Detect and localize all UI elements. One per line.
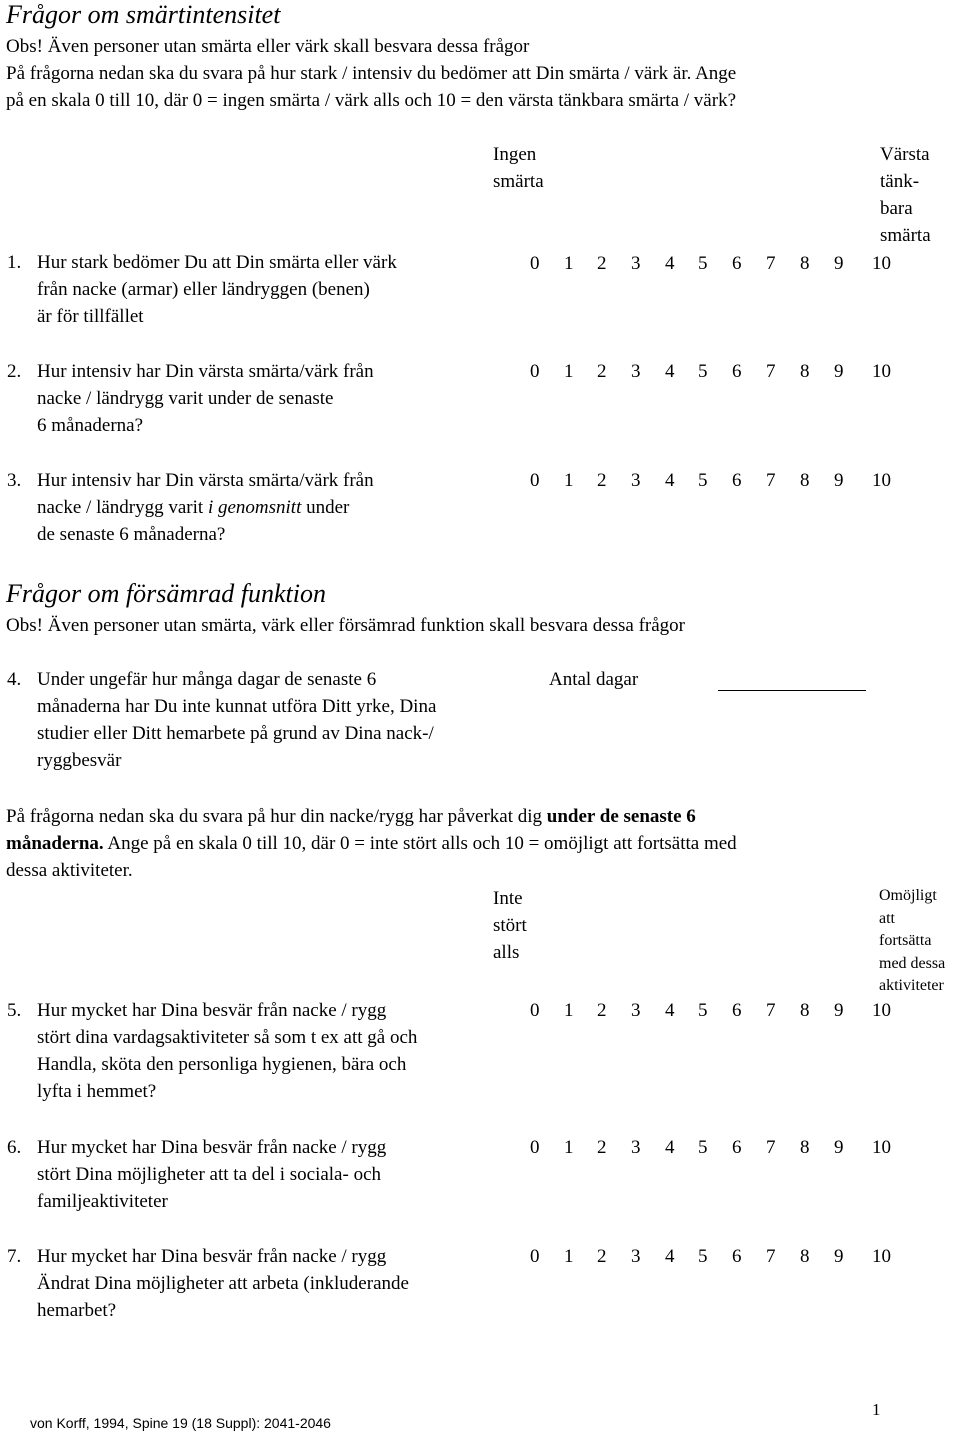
scale-option-6[interactable]: 6 [732,470,742,491]
question-text-line: Hur stark bedömer Du att Din smärta eller värk [37,252,397,273]
instruction-segment: Ange på en skala 0 till 10, där 0 = inte stört alls och 10 = omöjligt att fortsätta med [103,833,737,854]
scale-option-9[interactable]: 9 [834,1137,844,1158]
question-text-emphasis: i genomsnitt [207,497,302,518]
question-number: 2. [7,361,22,382]
scale-low-label-line: smärta [493,171,544,192]
days-count-label: Antal dagar [549,669,639,690]
scale-low-label [493,141,544,195]
question-text-line: Hur mycket har Dina besvär från nacke / rygg [37,1000,387,1021]
scale-option-7[interactable]: 7 [766,253,776,274]
question-text-line: ryggbesvär [37,750,122,771]
rating-scale [530,250,910,277]
question-text-segment: under [301,497,350,518]
scale-option-1[interactable]: 1 [564,1246,574,1267]
instruction-line: På frågorna nedan ska du svara på hur stark / intensiv du bedömer att Din smärta / värk är. Ange [6,63,737,84]
scale-high-label-line: att [879,909,895,927]
footer-citation: von Korff, 1994, Spine 19 (18 Suppl): 2041-2046 [30,1415,331,1431]
question-number: 7. [7,1246,22,1267]
scale-high-label-line: smärta [880,225,931,246]
scale-option-2[interactable]: 2 [597,470,607,491]
section-title-pain-intensity: Frågor om smärtintensitet [6,0,281,29]
scale-high-label-line: med dessa [879,954,946,972]
question-text-line: Hur intensiv har Din värsta smärta/värk från [37,470,374,491]
scale-high-label-line: Omöjligt [879,887,937,904]
scale-option-9[interactable]: 9 [834,253,844,274]
scale-option-7[interactable]: 7 [766,1246,776,1267]
scale-option-2[interactable]: 2 [597,1000,607,1021]
scale-option-5[interactable]: 5 [698,1246,708,1267]
question-number: 6. [7,1137,22,1158]
scale-option-0[interactable]: 0 [530,1246,540,1267]
scale-option-1[interactable]: 1 [564,1000,574,1021]
scale-option-8[interactable]: 8 [800,1000,810,1021]
instruction-line [6,803,696,830]
question-text [37,1243,507,1324]
scale-high-label [879,885,945,998]
scale-option-4[interactable]: 4 [665,361,675,382]
scale-option-0[interactable]: 0 [530,361,540,382]
scale-low-label-line: Inte [493,888,523,909]
scale-option-3[interactable]: 3 [631,1137,641,1158]
scale-option-4[interactable]: 4 [665,1246,675,1267]
scale-option-2[interactable]: 2 [597,361,607,382]
scale-low-label-line: alls [493,942,520,963]
scale-option-5[interactable]: 5 [698,253,708,274]
question-number: 1. [7,252,22,273]
scale-option-6[interactable]: 6 [732,1246,742,1267]
instruction-line: på en skala 0 till 10, där 0 = ingen smärta / värk alls och 10 = den värsta tänkbara smärta / värk? [6,90,736,111]
scale-option-1[interactable]: 1 [564,253,574,274]
scale-option-9[interactable]: 9 [834,1246,844,1267]
question-text-segment: nacke / ländrygg varit [37,497,208,518]
question-text-line: hemarbet? [37,1300,117,1321]
scale-option-6[interactable]: 6 [732,1137,742,1158]
question-text-line: stört dina vardagsaktiviteter så som t ex att gå och [37,1027,418,1048]
scale-low-label-line: Ingen [493,144,537,165]
question-text-line: från nacke (armar) eller ländryggen (benen) [37,279,370,300]
scale-high-label-line: fortsätta [879,932,932,949]
instruction-line [6,830,737,857]
scale-option-0[interactable]: 0 [530,253,540,274]
scale-high-label [880,141,931,249]
scale-option-7[interactable]: 7 [766,1137,776,1158]
question-text-line: Hur intensiv har Din värsta smärta/värk från [37,361,374,382]
question-text-line: Hur mycket har Dina besvär från nacke / rygg [37,1246,387,1267]
scale-option-4[interactable]: 4 [665,470,675,491]
question-text-line: Hur mycket har Dina besvär från nacke / rygg [37,1137,387,1158]
scale-high-label-line: bara [880,198,913,219]
scale-option-4[interactable]: 4 [665,1000,675,1021]
scale-option-0[interactable]: 0 [530,470,540,491]
rating-scale [530,467,910,494]
question-text-line: stört Dina möjligheter att ta del i sociala- och [37,1164,382,1185]
scale-option-5[interactable]: 5 [698,470,708,491]
instruction-line: dessa aktiviteter. [6,860,133,881]
question-text [37,997,507,1105]
question-text-line: familjeaktiviteter [37,1191,168,1212]
question-text-line: Handla, sköta den personliga hygienen, bära och [37,1054,407,1075]
scale-option-10[interactable]: 10 [872,1246,891,1267]
scale-option-7[interactable]: 7 [766,1000,776,1021]
scale-option-9[interactable]: 9 [834,1000,844,1021]
question-text [37,467,507,548]
question-number: 3. [7,470,22,491]
section-title-impaired-function: Frågor om försämrad funktion [6,579,326,608]
scale-option-1[interactable]: 1 [564,361,574,382]
question-text-line [37,494,507,521]
scale-option-0[interactable]: 0 [530,1137,540,1158]
scale-option-5[interactable]: 5 [698,361,708,382]
scale-low-label-line: stört [493,915,527,936]
scale-option-5[interactable]: 5 [698,1000,708,1021]
question-number: 4. [7,669,22,690]
question-text-line: studier eller Ditt hemarbete på grund av Dina nack-/ [37,723,434,744]
scale-option-7[interactable]: 7 [766,470,776,491]
scale-option-2[interactable]: 2 [597,1137,607,1158]
page-number: 1 [872,1400,881,1419]
scale-option-6[interactable]: 6 [732,1000,742,1021]
days-count-field[interactable] [718,690,866,691]
question-text-line: de senaste 6 månaderna? [37,524,226,545]
scale-option-3[interactable]: 3 [631,361,641,382]
question-text [37,358,507,439]
scale-option-10[interactable]: 10 [872,253,891,274]
scale-option-3[interactable]: 3 [631,1000,641,1021]
question-text [37,249,507,330]
question-text-line: Under ungefär hur många dagar de senaste 6 [37,669,377,690]
scale-option-8[interactable]: 8 [800,253,810,274]
scale-option-8[interactable]: 8 [800,470,810,491]
question-text-line: nacke / ländrygg varit under de senaste [37,388,334,409]
scale-option-10[interactable]: 10 [872,361,891,382]
scale-option-1[interactable]: 1 [564,1137,574,1158]
scale-low-label [493,885,527,966]
rating-scale [530,358,910,385]
instruction-segment: På frågorna nedan ska du svara på hur din nacke/rygg har påverkat dig [6,806,547,827]
scale-high-label-line: aktiviteter [879,977,944,994]
scale-option-3[interactable]: 3 [631,470,641,491]
question-text-line: 6 månaderna? [37,415,144,436]
scale-option-6[interactable]: 6 [732,253,742,274]
question-number: 5. [7,1000,22,1021]
scale-option-2[interactable]: 2 [597,1246,607,1267]
instruction-bold: månaderna. [6,833,104,854]
scale-option-3[interactable]: 3 [631,253,641,274]
scale-option-7[interactable]: 7 [766,361,776,382]
scale-option-10[interactable]: 10 [872,1000,891,1021]
rating-scale [530,1243,910,1270]
question-text-line: är för tillfället [37,306,144,327]
question-text-line: månaderna har Du inte kunnat utföra Ditt yrke, Dina [37,696,437,717]
scale-high-label-line: Värsta [880,144,930,165]
scale-option-9[interactable]: 9 [834,470,844,491]
scale-option-8[interactable]: 8 [800,1246,810,1267]
scale-option-1[interactable]: 1 [564,470,574,491]
scale-option-4[interactable]: 4 [665,1137,675,1158]
scale-option-8[interactable]: 8 [800,361,810,382]
question-text-line: lyfta i hemmet? [37,1081,157,1102]
question-text-line: Ändrat Dina möjligheter att arbeta (inkluderande [37,1273,409,1294]
scale-option-8[interactable]: 8 [800,1137,810,1158]
question-text [37,666,507,774]
instruction-bold: under de senaste 6 [546,806,696,827]
scale-option-9[interactable]: 9 [834,361,844,382]
scale-option-2[interactable]: 2 [597,253,607,274]
scale-option-3[interactable]: 3 [631,1246,641,1267]
scale-option-10[interactable]: 10 [872,1137,891,1158]
question-text [37,1134,507,1215]
scale-option-5[interactable]: 5 [698,1137,708,1158]
scale-option-10[interactable]: 10 [872,470,891,491]
obs-note: Obs! Även personer utan smärta, värk eller försämrad funktion skall besvara dessa frågor [6,615,686,636]
scale-option-4[interactable]: 4 [665,253,675,274]
obs-note: Obs! Även personer utan smärta eller värk skall besvara dessa frågor [6,36,530,57]
scale-option-6[interactable]: 6 [732,361,742,382]
rating-scale [530,1134,910,1161]
rating-scale [530,997,910,1024]
scale-option-0[interactable]: 0 [530,1000,540,1021]
scale-high-label-line: tänk- [880,171,920,192]
